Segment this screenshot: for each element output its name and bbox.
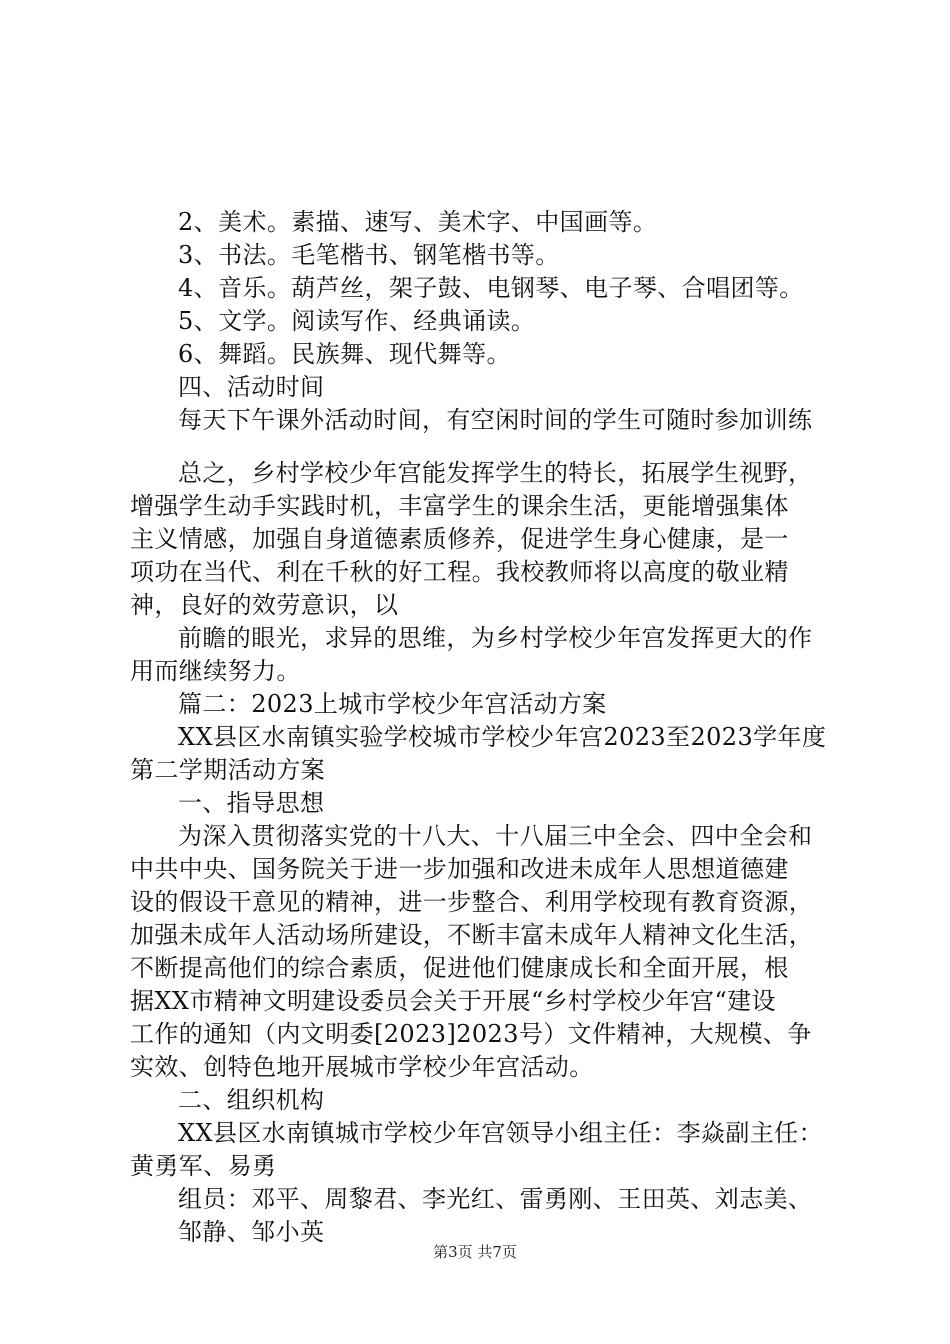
section-heading-guiding-ideology: 一、指导思想 [178,789,325,817]
section-heading-organization: 二、组织机构 [178,1086,325,1114]
paragraph-line: XX县区水南镇城市学校少年宫领导小组主任：李焱副主任： [178,1119,823,1147]
paragraph-line: 前瞻的眼光，求异的思维，为乡村学校少年宫发挥更大的作 [178,624,813,652]
paragraph-line: 神，良好的效劳意识，以 [130,591,399,619]
document-title-line: XX县区水南镇实验学校城市学校少年宫2023至2023学年度 [178,723,827,751]
paragraph-line: 增强学生动手实践时机，丰富学生的课余生活，更能增强集体 [130,492,789,520]
section-heading-activity-time: 四、活动时间 [178,373,325,401]
paragraph-line: 工作的通知（内文明委[2023]2023号）文件精神，大规模、争 [130,1020,812,1048]
paragraph-line: 黄勇军、易勇 [130,1152,277,1180]
paragraph-line: 据XX市精神文明建设委员会关于开展“乡村学校少年宫“建设 [130,987,776,1015]
list-item-dance: 6、舞蹈。民族舞、现代舞等。 [178,340,511,368]
paragraph-line: 为深入贯彻落实党的十八大、十八届三中全会、四中全会和 [178,822,813,850]
document-title-line: 第二学期活动方案 [130,756,326,784]
paragraph-line: 组员：邓平、周黎君、李光红、雷勇刚、王田英、刘志美、 [178,1185,813,1213]
paragraph-line: 主义情感，加强自身道德素质修养，促进学生身心健康，是一 [130,525,789,553]
list-item-music: 4、音乐。葫芦丝，架子鼓、电钢琴、电子琴、合唱团等。 [178,274,804,302]
list-item-calligraphy: 3、书法。毛笔楷书、钢笔楷书等。 [178,241,560,269]
paragraph-line: 加强未成年人活动场所建设，不断丰富未成年人精神文化生活， [130,921,814,949]
paragraph-line: 用而继续努力。 [130,657,301,685]
section-heading-part-two: 篇二：2023上城市学校少年宫活动方案 [178,690,607,718]
page-number-footer: 第3页 共7页 [433,1243,517,1261]
paragraph-line: 中共中央、国务院关于进一步加强和改进未成年人思想道德建 [130,855,789,883]
paragraph-line: 设的假设干意见的精神，进一步整合、利用学校现有教育资源， [130,888,814,916]
paragraph-line: 每天下午课外活动时间，有空闲时间的学生可随时参加训练 [178,406,813,434]
paragraph-line: 实效、创特色地开展城市学校少年宫活动。 [130,1053,594,1081]
paragraph-line: 不断提高他们的综合素质，促进他们健康成长和全面开展，根 [130,954,789,982]
paragraph-line: 总之，乡村学校少年宫能发挥学生的特长，拓展学生视野， [178,459,813,487]
paragraph-line: 邹静、邹小英 [178,1218,325,1246]
list-item-art: 2、美术。素描、速写、美术字、中国画等。 [178,208,658,236]
paragraph-line: 项功在当代、利在千秋的好工程。我校教师将以高度的敬业精 [130,558,789,586]
list-item-literature: 5、文学。阅读写作、经典诵读。 [178,307,536,335]
